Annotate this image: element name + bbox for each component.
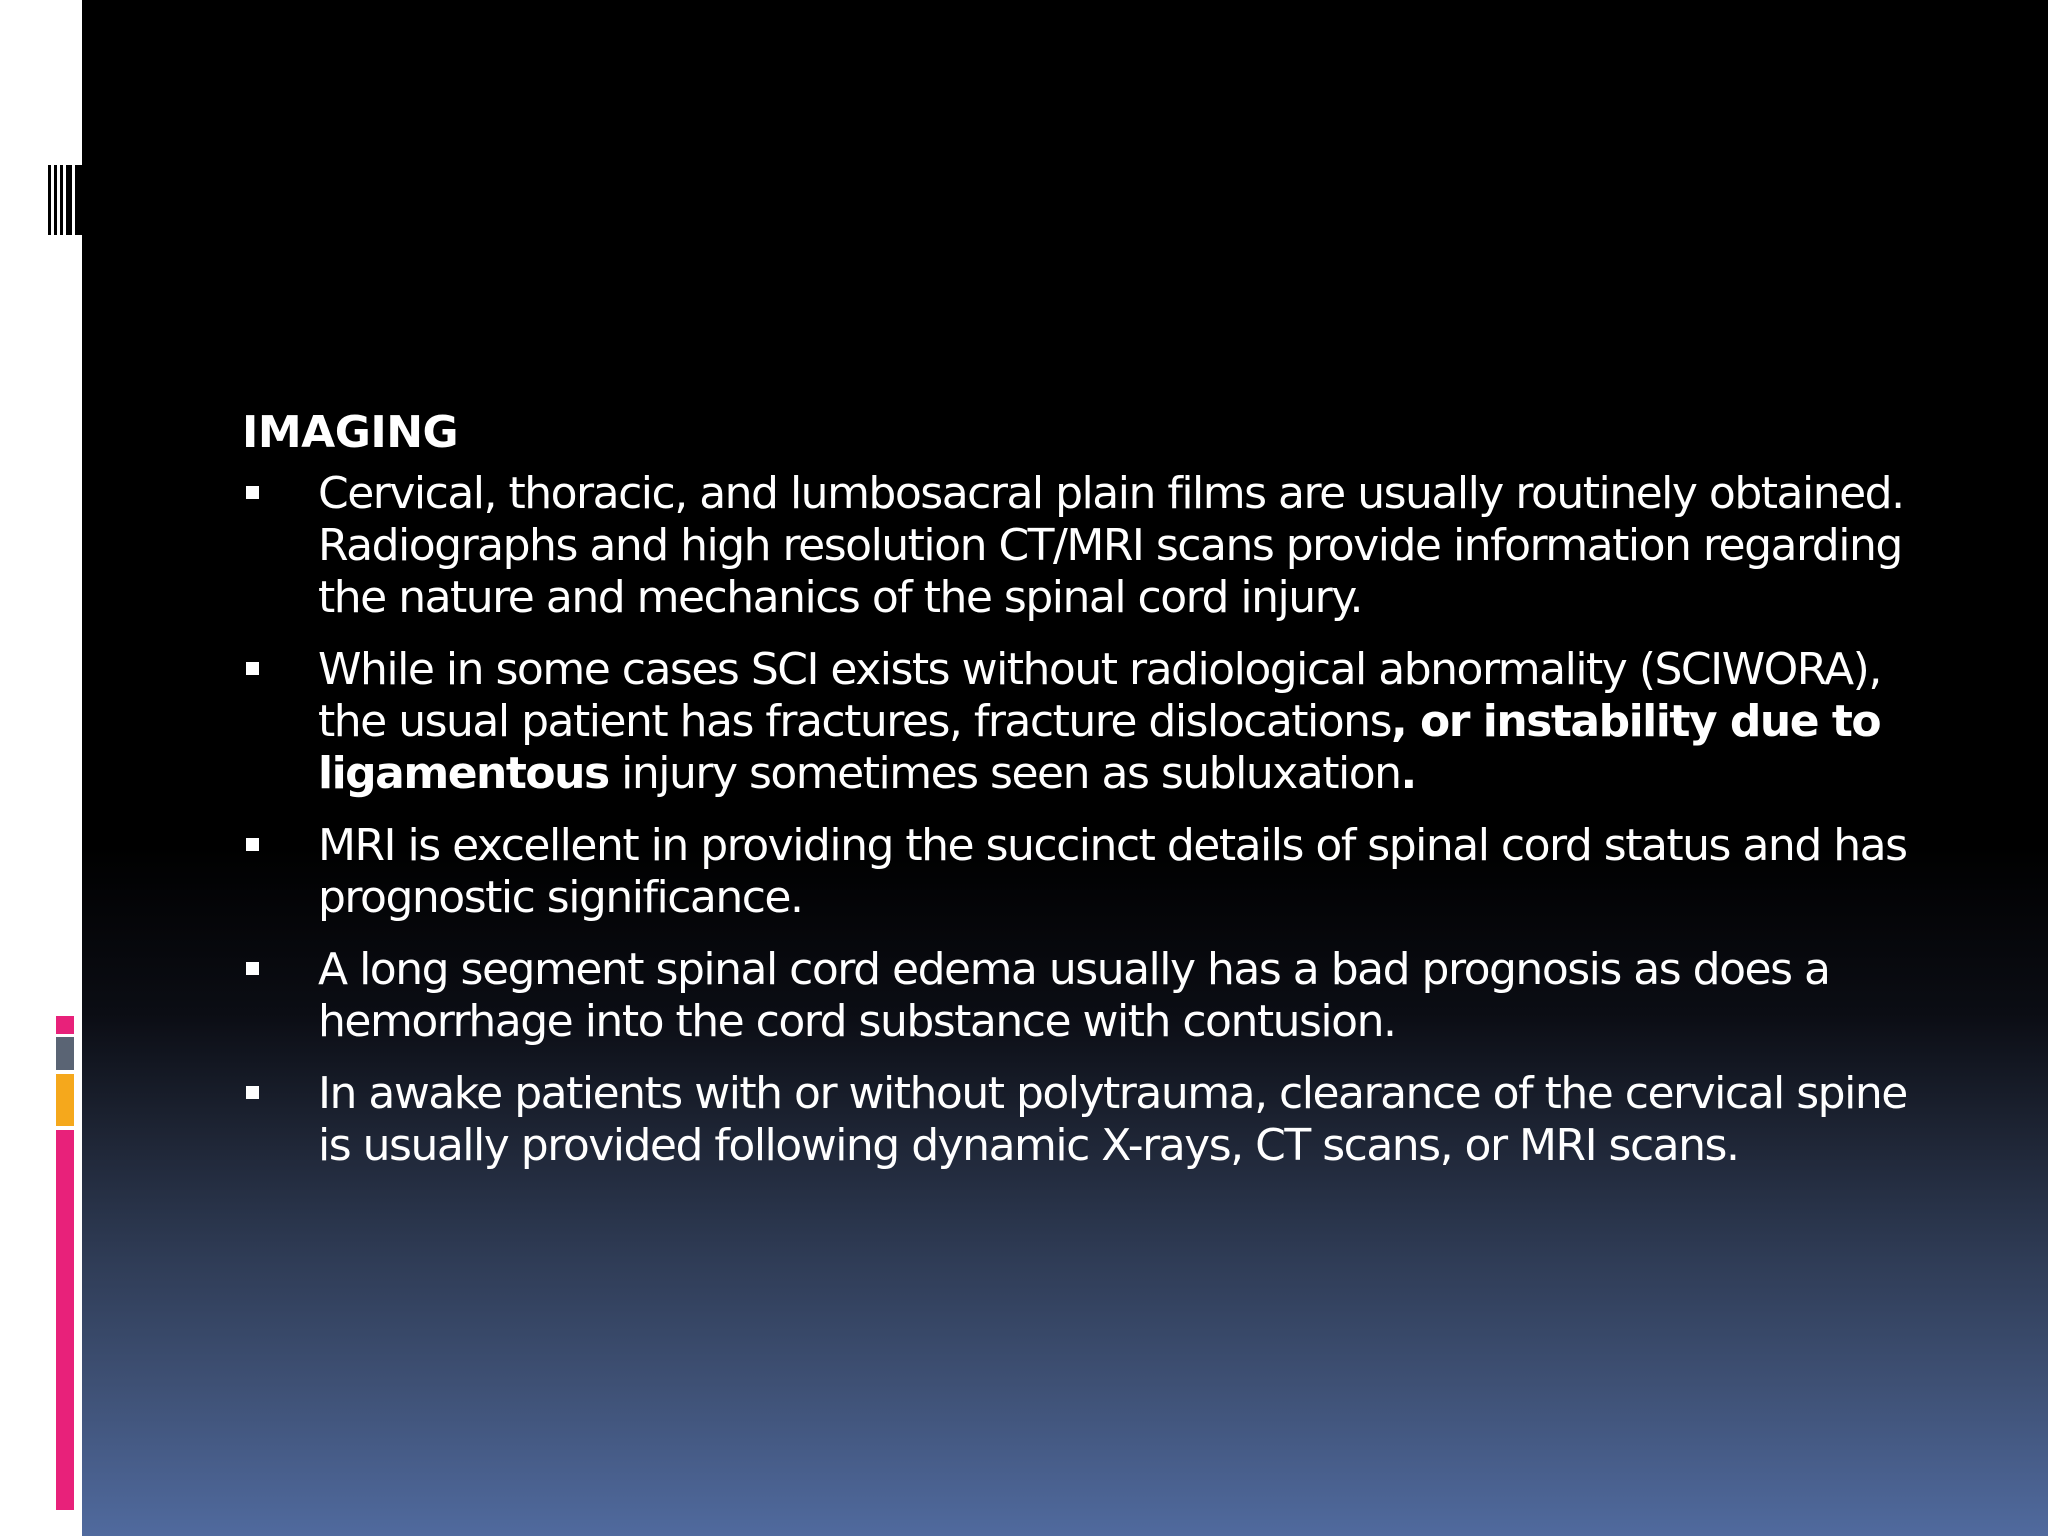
bullet-square-icon [246, 662, 259, 675]
bullet-item [242, 820, 1942, 924]
bullet-text-bold-segment: , or instability due to ligamentous [318, 696, 1881, 799]
bullet-square-icon [246, 962, 259, 975]
slide-content [242, 398, 1942, 1192]
bullet-square-icon [246, 838, 259, 851]
accent-bar-pink [56, 1130, 74, 1510]
bullet-text-segment: Cervical, thoracic, and lumbosacral plain films are usually routinely obtained. Radiographs and high resolution CT/MRI scans provide information regarding the nature and mechanics of the spinal cord injury. [318, 468, 1904, 623]
accent-bar-gray [56, 1037, 74, 1070]
bullet-square-icon [246, 486, 259, 499]
bullet-item [242, 644, 1942, 800]
bullet-text [318, 644, 1881, 799]
bullet-text-bold-segment: . [1400, 748, 1416, 799]
bullet-text-segment: injury sometimes seen as subluxation [608, 748, 1401, 799]
bullet-text [318, 944, 1829, 1047]
bullet-text-segment: In awake patients with or without polytrauma, clearance of the cervical spine is usually provided following dynamic X-rays, CT scans, or MRI scans. [318, 1068, 1907, 1171]
accent-bar-orange [56, 1074, 74, 1126]
bullet-square-icon [246, 1086, 259, 1099]
slide-heading: IMAGING [242, 407, 459, 458]
bullet-list [242, 468, 1942, 1172]
bullet-item [242, 944, 1942, 1048]
accent-bar-pink-top [56, 1016, 74, 1034]
bullet-text-segment: A long segment spinal cord edema usually has a bad prognosis as does a hemorrhage into the cord substance with contusion. [318, 944, 1830, 1047]
bullet-item [242, 468, 1942, 624]
left-strip [0, 0, 82, 1536]
bullet-text [318, 820, 1907, 923]
bullet-text-segment: While in some cases SCI exists without radiological abnormality (SCIWORA), the usual patient has fractures, fracture dislocations [318, 644, 1881, 747]
bullet-text [318, 1068, 1907, 1171]
bullet-text-segment: MRI is excellent in providing the succinct details of spinal cord status and has prognostic significance. [318, 820, 1907, 923]
bullet-text [318, 468, 1904, 623]
bullet-item [242, 1068, 1942, 1172]
decorative-lines-icon [48, 165, 82, 235]
